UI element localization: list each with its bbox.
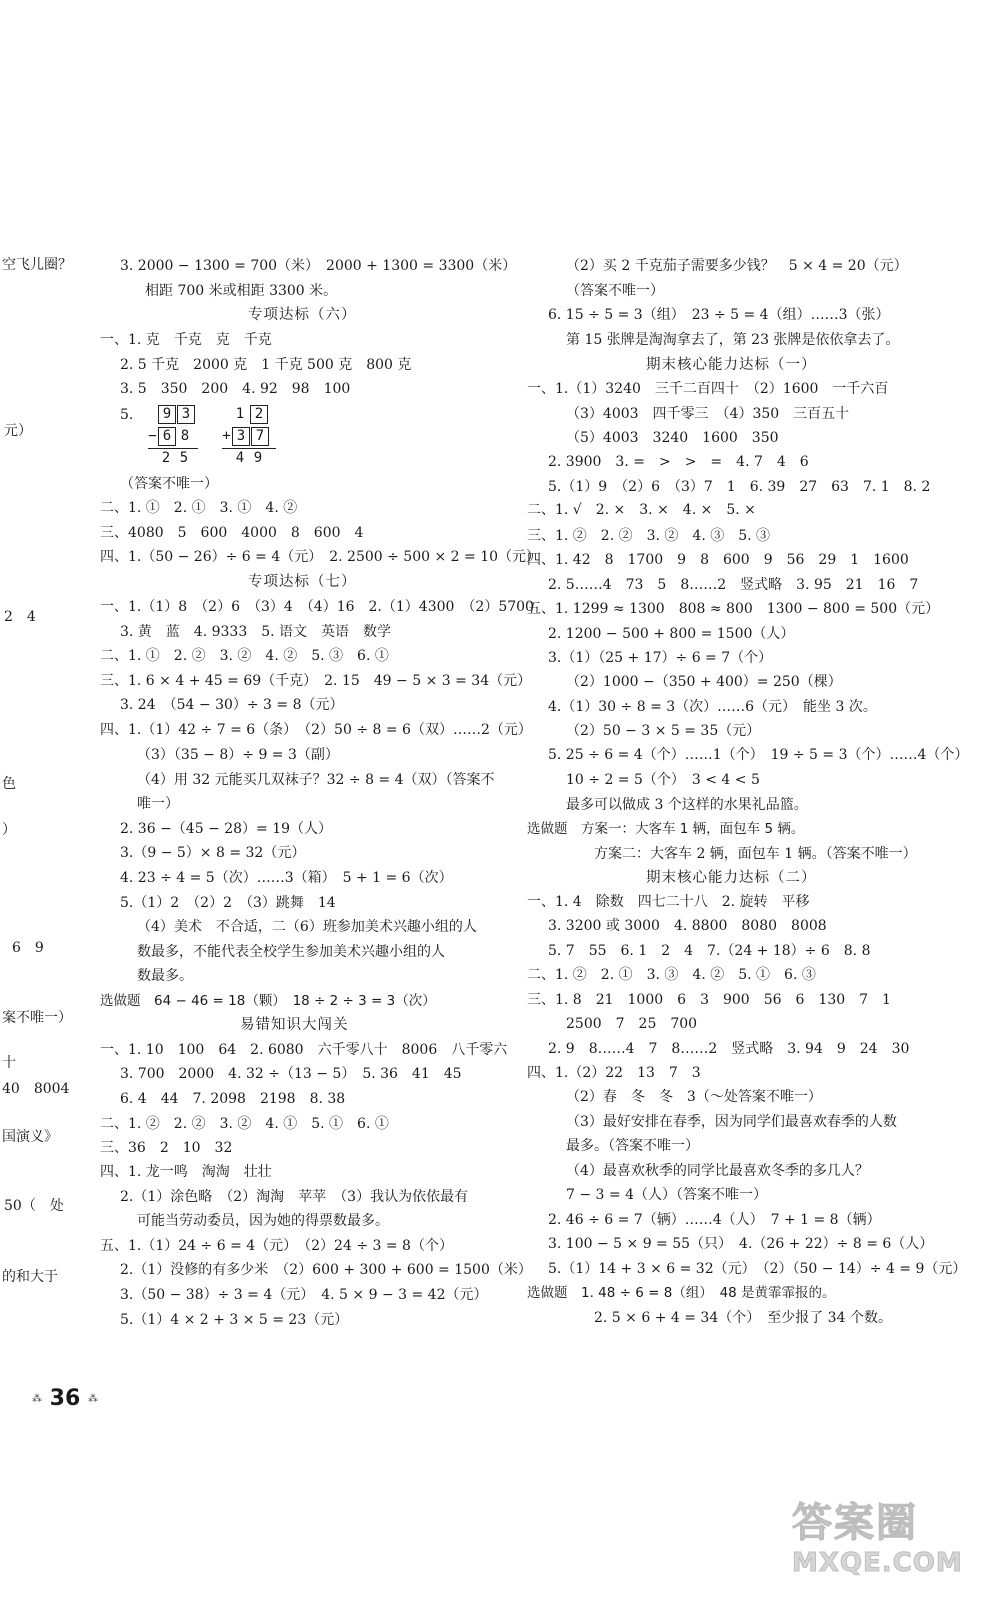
digit: 2 xyxy=(161,450,171,466)
fragment-line: ） xyxy=(2,822,16,838)
answer-line: 3. 100 − 5 × 9 = 55（只） 4.（26 + 22）÷ 8 = 6（人） xyxy=(548,1236,934,1252)
answer-line: （4）美术 不合适，二（6）班参加美术兴趣小组的人 xyxy=(137,919,477,935)
digit-box: 3 xyxy=(177,405,195,424)
answer-line: 3. 2000 − 1300 = 700（米） 2000 + 1300 = 3300（米） xyxy=(120,258,517,274)
answer-line: （2）买 2 千克茄子需要多少钱？ 5 × 4 = 20（元） xyxy=(566,258,908,274)
answer-line: 6. 4 44 7. 2098 2198 8. 38 xyxy=(120,1091,346,1107)
answer-line: 一、1.（1）3240 三千二百四十 （2）1600 一千六百 xyxy=(527,381,889,397)
answer-line: 可能当劳动委员，因为她的得票数最多。 xyxy=(137,1213,389,1229)
answer-line: 二、1. ② 2. ② 3. ② 4. ① 5. ① 6. ① xyxy=(100,1116,389,1132)
answer-line: （5）4003 3240 1600 350 xyxy=(566,430,779,446)
answer-line: （4）用 32 元能买几双袜子？32 ÷ 8 = 4（双）（答案不 xyxy=(137,772,495,788)
fragment-line: 案不唯一） xyxy=(2,1010,72,1026)
fragment-line: 国演义》 xyxy=(2,1129,58,1145)
answer-line: 5.（1）2 （2）2 （3）跳舞 14 xyxy=(120,895,336,911)
answer-line: 四、1.（50 − 26）÷ 6 = 4（元） 2. 2500 ÷ 500 × 2 = 10（元） xyxy=(100,549,541,565)
answer-line: 5.（1）4 × 2 + 3 × 5 = 23（元） xyxy=(120,1312,349,1328)
section-heading: 期末核心能力达标（一） xyxy=(646,357,817,373)
watermark-logo xyxy=(792,1498,982,1588)
answer-line: 二、1. ① 2. ① 3. ① 4. ② xyxy=(100,500,298,516)
section-heading: 专项达标（六） xyxy=(248,307,357,323)
digit-box: 6 xyxy=(158,427,176,446)
answer-line: 一、1. 克 千克 克 千克 xyxy=(100,332,272,348)
fragment-line: 6 9 xyxy=(12,940,44,956)
digit-box: 2 xyxy=(250,405,268,424)
answer-line: 四、1. 42 8 1700 9 8 600 9 56 29 1 1600 xyxy=(527,552,909,568)
answer-line: 3. 700 2000 4. 32 ÷（13 − 5） 5. 36 41 45 xyxy=(120,1066,462,1082)
answer-line: 3. 3200 或 3000 4. 8800 8080 8008 xyxy=(548,918,827,934)
answer-line: 三、4080 5 600 4000 8 600 4 xyxy=(100,525,364,541)
answer-line: 三、1. 8 21 1000 6 3 900 56 6 130 7 1 xyxy=(527,992,891,1008)
answer-line: 2. 46 ÷ 6 = 7（辆）……4（人） 7 + 1 = 8（辆） xyxy=(548,1212,881,1228)
page-number xyxy=(32,1386,98,1411)
minus-sign: − xyxy=(148,428,157,444)
ornament-icon: ⁂ xyxy=(87,1393,98,1405)
answer-line: 2. 5 千克 2000 克 1 千克 500 克 800 克 xyxy=(120,357,412,373)
answer-line: 2. 9 8……4 7 8……2 竖式略 3. 94 9 24 30 xyxy=(548,1041,910,1057)
answer-line: 五、1.（1）24 ÷ 6 = 4（元） （2）24 ÷ 3 = 8（个） xyxy=(100,1238,453,1254)
answer-line: 3.（50 − 38）÷ 3 = 4（元） 4. 5 × 9 − 3 = 42（元） xyxy=(120,1287,488,1303)
answer-line: 2. 5……4 73 5 8……2 竖式略 3. 95 21 16 7 xyxy=(548,577,919,593)
answer-line: 5. 7 55 6. 1 2 4 7.（24 + 18）÷ 6 8. 8 xyxy=(548,943,871,959)
answer-line: 数最多，不能代表全校学生参加美术兴趣小组的人 xyxy=(137,944,445,960)
answer-line: （3）最好安排在春季，因为同学们最喜欢春季的人数 xyxy=(566,1114,897,1130)
answer-line: 数最多。 xyxy=(137,968,193,984)
answer-line: 二、1. ① 2. ② 3. ② 4. ② 5. ③ 6. ① xyxy=(100,648,389,664)
fragment-line: 元） xyxy=(4,423,32,439)
answer-line: 一、1.（1）8 （2）6 （3）4 （4）16 2.（1）4300 （2）5700 xyxy=(100,599,534,615)
digit: 1 xyxy=(235,406,245,422)
section-heading: 期末核心能力达标（二） xyxy=(646,870,817,886)
answer-line: 4.（1）30 ÷ 8 = 3（次）……6（元） 能坐 3 次。 xyxy=(548,699,877,715)
answer-line: （3）（35 − 8）÷ 9 = 3（副） xyxy=(137,747,339,763)
optional-question: 选做题 1. 48 ÷ 6 = 8（组） 48 是黄霏霏报的。 xyxy=(527,1285,836,1301)
answer-line: 2. 3900 3. = > > = 4. 7 4 6 xyxy=(548,454,809,470)
plus-sign: + xyxy=(222,428,231,444)
answer-line: （2）50 − 3 × 5 = 35（元） xyxy=(566,723,761,739)
answer-line: 4. 23 ÷ 4 = 5（次）……3（箱） 5 + 1 = 6（次） xyxy=(120,870,453,886)
answer-line: 3. 5 350 200 4. 92 98 100 xyxy=(120,381,351,397)
answer-line: 2.（1）没修的有多少米 （2）600 + 300 + 600 = 1500（米） xyxy=(120,1262,532,1278)
section-heading: 易错知识大闯关 xyxy=(240,1017,349,1033)
fragment-line: 50（ 处 xyxy=(4,1198,64,1214)
answer-line: 五、1. 1299 ≈ 1300 808 ≈ 800 1300 − 800 = 500（元） xyxy=(527,601,940,617)
answer-line: 2. 1200 − 500 + 800 = 1500（人） xyxy=(548,626,795,642)
answer-line: （答案不唯一） xyxy=(566,283,664,299)
answer-line: 相距 700 米或相距 3300 米。 xyxy=(145,283,338,299)
fragment-line: 40 8004 xyxy=(2,1081,70,1097)
answer-line: 5.（1）9 （2）6 （3）7 1 6. 39 27 63 7. 1 8. 2 xyxy=(548,479,931,495)
answer-line: 10 ÷ 2 = 5（个） 3 < 4 < 5 xyxy=(566,772,760,788)
optional-question: 选做题 64 − 46 = 18（颗） 18 ÷ 2 ÷ 3 = 3（次） xyxy=(100,993,436,1009)
answer-line: 第 15 张牌是淘淘拿去了，第 23 张牌是依依拿去了。 xyxy=(566,332,900,348)
answer-line: 四、1. 龙一鸣 淘淘 壮壮 xyxy=(100,1164,272,1180)
answer-line: 2. 5 × 6 + 4 = 34（个） 至少报了 34 个数。 xyxy=(594,1310,892,1326)
answer-line: 5. 25 ÷ 6 = 4（个）……1（个） 19 ÷ 5 = 3（个）……4（个） xyxy=(548,747,969,763)
digit-box: 3 xyxy=(232,427,250,446)
answer-line: （2）春 冬 冬 3（～处答案不唯一） xyxy=(566,1089,822,1105)
digit-box: 7 xyxy=(251,427,269,446)
answer-line: 最多可以做成 3 个这样的水果礼品篮。 xyxy=(566,797,808,813)
digit: 9 xyxy=(253,450,263,466)
watermark-url: MXQE.COM xyxy=(792,1548,963,1578)
digit-box: 9 xyxy=(158,405,176,424)
answer-line: （3）4003 四千零三 （4）350 三百五十 xyxy=(566,406,850,422)
answer-line: 二、1. √ 2. × 3. × 4. × 5. × xyxy=(527,502,756,518)
answer-line: 6. 15 ÷ 5 = 3（组） 23 ÷ 5 = 4（组）……3（张） xyxy=(548,307,890,323)
answer-line: 一、1. 10 100 64 2. 6080 六千零八十 8006 八千零六 xyxy=(100,1042,508,1058)
answer-line: 方案二：大客车 2 辆，面包车 1 辆。（答案不唯一） xyxy=(594,846,917,862)
optional-question: 选做题 方案一：大客车 1 辆，面包车 5 辆。 xyxy=(527,821,805,837)
fragment-line: 色 xyxy=(2,776,16,792)
digit: 8 xyxy=(180,428,190,444)
answer-line: 三、1. 6 × 4 + 45 = 69（千克） 2. 15 49 − 5 × 3 = 34（元） xyxy=(100,673,532,689)
answer-line: 3.（9 − 5）× 8 = 32（元） xyxy=(120,845,306,861)
answer-line: 2.（1）涂色略 （2）淘淘 苹苹 （3）我认为依依最有 xyxy=(120,1189,469,1205)
answer-line: 三、1. ② 2. ② 3. ② 4. ③ 5. ③ xyxy=(527,528,771,544)
answer-line: 四、1.（1）42 ÷ 7 = 6（条） （2）50 ÷ 8 = 6（双）……2（元） xyxy=(100,722,532,738)
fragment-line: 的和大于 xyxy=(2,1269,58,1285)
answer-line: 3.（1）（25 + 17）÷ 6 = 7（个） xyxy=(548,650,773,666)
digit: 5 xyxy=(179,450,189,466)
answer-line: 唯一） xyxy=(137,796,179,812)
answer-line: 一、1. 4 除数 四七二十八 2. 旋转 平移 xyxy=(527,894,810,910)
answer-line: 三、36 2 10 32 xyxy=(100,1140,233,1156)
digit: 4 xyxy=(235,450,245,466)
fragment-line: 空飞儿圈？ xyxy=(2,257,72,273)
answer-line: 最多。（答案不唯一） xyxy=(566,1138,699,1154)
section-heading: 专项达标（七） xyxy=(248,574,357,590)
answer-line: 3. 黄 蓝 4. 9333 5. 语文 英语 数学 xyxy=(120,624,392,640)
answer-line: 2500 7 25 700 xyxy=(566,1016,698,1032)
answer-line: （2）1000 −（350 + 400）= 250（棵） xyxy=(566,674,842,690)
answer-line: 7 − 3 = 4（人）（答案不唯一） xyxy=(566,1187,767,1203)
fragment-line: 2 4 xyxy=(4,609,36,625)
answer-line: 5.（1）14 + 3 × 6 = 32（元） （2）（50 − 14）÷ 4 = 9（元） xyxy=(548,1261,967,1277)
answer-line: 2. 36 −（45 − 28）= 19（人） xyxy=(120,821,333,837)
answer-line: 5. xyxy=(120,407,134,423)
answer-line: （答案不唯一） xyxy=(120,476,218,492)
answer-line: 二、1. ② 2. ① 3. ③ 4. ② 5. ① 6. ③ xyxy=(527,967,816,983)
fragment-line: 十 xyxy=(2,1055,16,1071)
ornament-icon: ⁂ xyxy=(32,1393,42,1405)
answer-line: 3. 24 （54 − 30）÷ 3 = 8（元） xyxy=(120,697,344,713)
page-number-text: 36 xyxy=(49,1386,81,1411)
answer-line: 四、1.（2）22 13 7 3 xyxy=(527,1065,701,1081)
watermark-text: 答案圈 xyxy=(792,1500,918,1546)
answer-line: （4）最喜欢秋季的同学比最喜欢冬季的多几人？ xyxy=(566,1163,869,1179)
